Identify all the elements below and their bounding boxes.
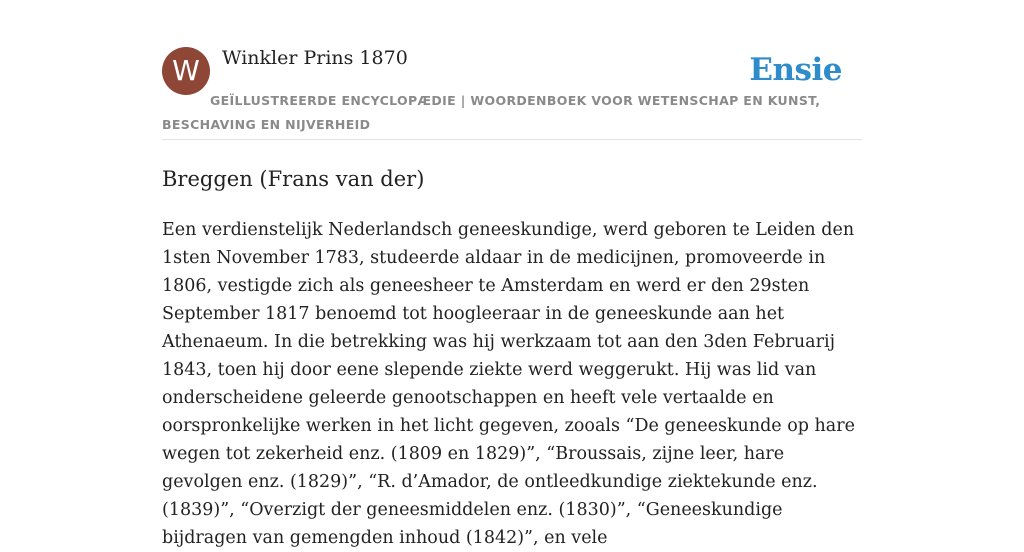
entry-body: Een verdienstelijk Nederlandsch geneeskundige, werd geboren te Leiden den 1sten November 1783, studeerde aldaar in de medicijnen, promoveerde in 1806, vestigde zich als geneesheer te Amsterdam en werd er den 29sten September 1817 benoemd tot hoogleeraar in de geneeskunde aan het Athenaeum. In die betrekking was hij werkzaam tot aan den 3den Februarij 1843, toen hij door eene slepende ziekte werd weggerukt. Hij was lid van onderscheidene geleerde genootschappen en heeft vele vertaalde en oorspronkelijke werken in het licht gegeven, zooals “De geneeskunde op hare wegen tot zekerheid enz. (1809 en 1829)”, “Broussais, zijne leer, hare gevolgen enz. (1829)”, “R. d’Amador, de ontleedkundige ziektekunde enz. (1839)”, “Overzigt der geneesmiddelen enz. (1830)”, “Geneeskundige bijdragen van gemengden inhoud (1842)”, en vele (162, 220, 855, 548)
header (162, 46, 862, 140)
brand-logo[interactable]: Ensie (749, 52, 842, 88)
publication-title[interactable]: Winkler Prins 1870 (222, 47, 408, 69)
publication-subtitle: GEÏLLUSTREERDE ENCYCLOPÆDIE | WOORDENBOEK VOOR WETENSCHAP EN KUNST, BESCHAVING EN NIJVERHEID (162, 93, 821, 132)
publication-avatar[interactable]: W (162, 47, 210, 95)
entry-title: Breggen (Frans van der) (162, 167, 425, 191)
